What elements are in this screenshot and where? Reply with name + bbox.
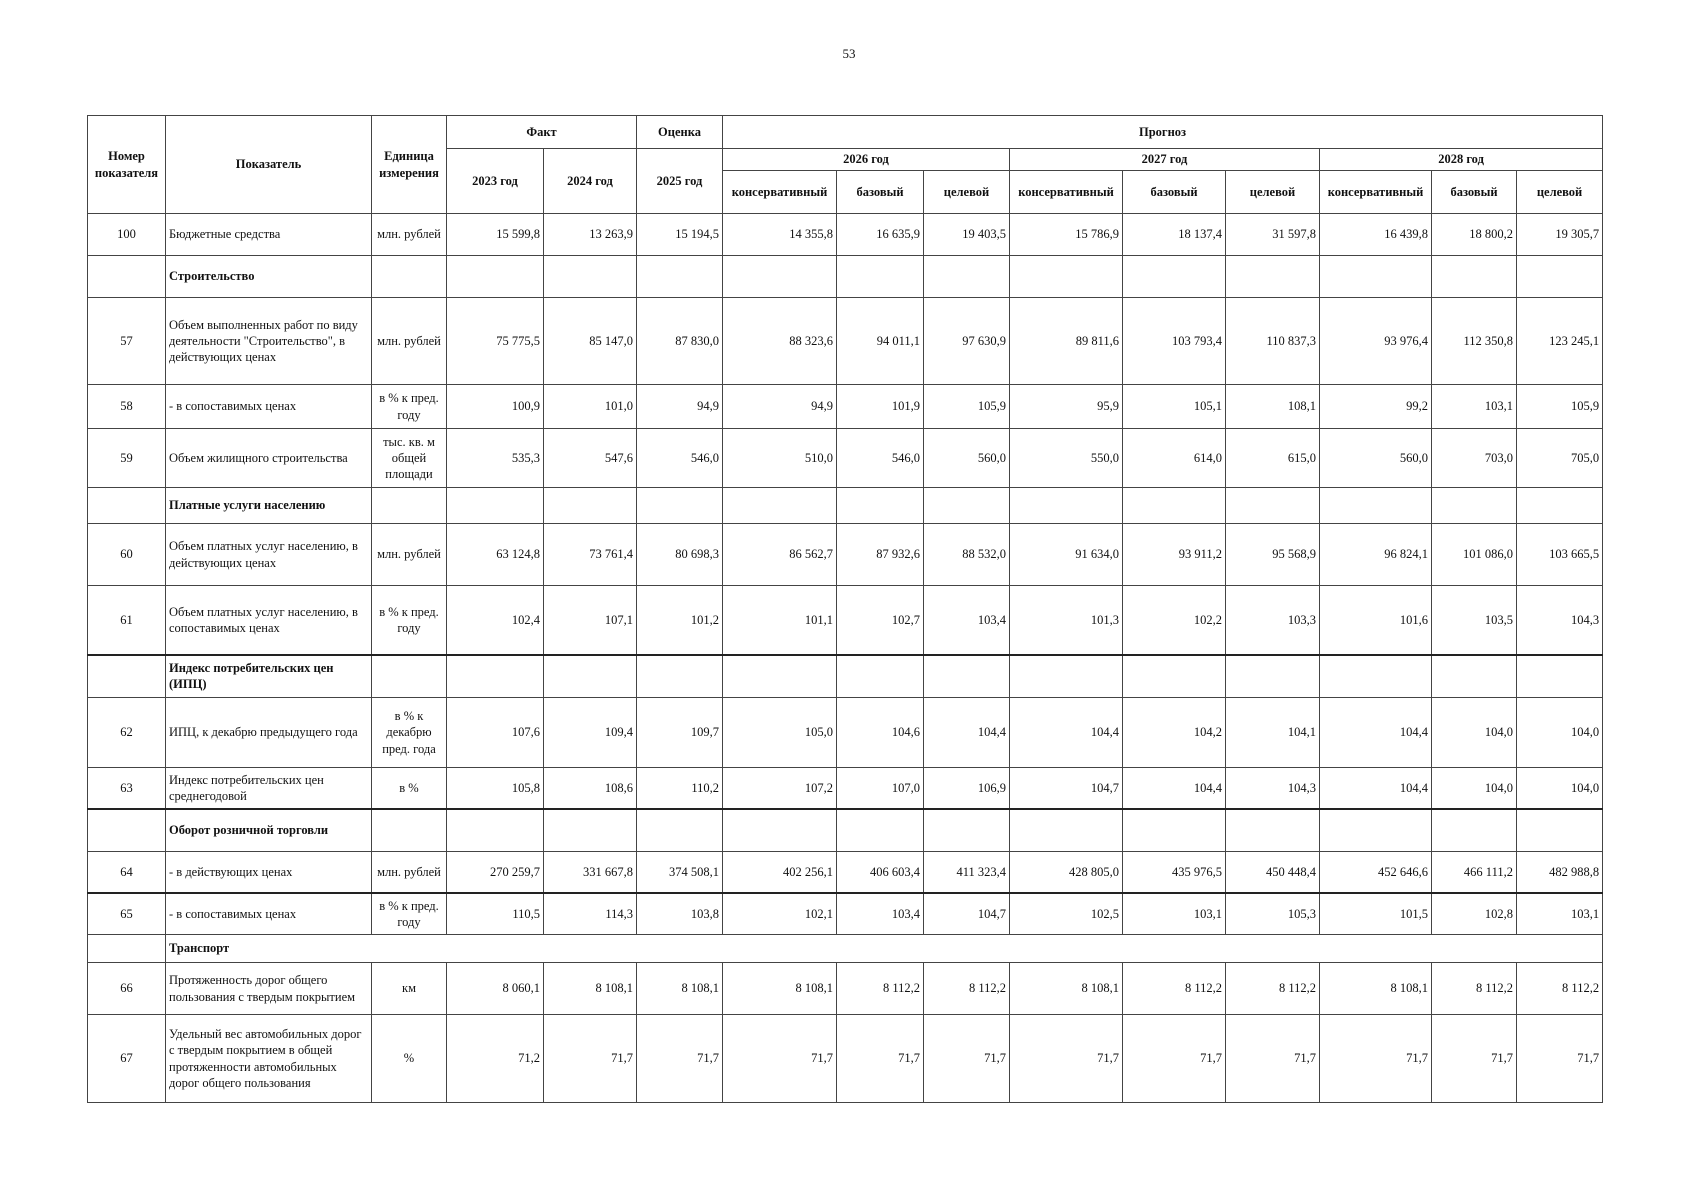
- empty-cell: [1517, 488, 1603, 524]
- row-value: 101,9: [837, 385, 924, 429]
- row-value: 97 630,9: [924, 298, 1010, 385]
- row-value: 103,5: [1432, 586, 1517, 655]
- row-value: 102,7: [837, 586, 924, 655]
- row-value: 71,7: [1432, 1015, 1517, 1103]
- row-value: 15 786,9: [1010, 214, 1123, 256]
- row-value: 94,9: [637, 385, 723, 429]
- row-value: 107,0: [837, 768, 924, 809]
- empty-cell: [372, 488, 447, 524]
- variant-base-2027: базовый: [1123, 171, 1226, 214]
- row-value: 8 108,1: [637, 963, 723, 1015]
- row-value: 105,9: [1517, 385, 1603, 429]
- row-value: 104,2: [1123, 698, 1226, 768]
- row-value: 550,0: [1010, 429, 1123, 488]
- row-unit: млн. рублей: [372, 852, 447, 893]
- row-value: 331 667,8: [544, 852, 637, 893]
- empty-cell: [1010, 809, 1123, 852]
- variant-conservative-2028: консервативный: [1320, 171, 1432, 214]
- row-value: 71,2: [447, 1015, 544, 1103]
- variant-target-2028: целевой: [1517, 171, 1603, 214]
- row-value: 103,4: [924, 586, 1010, 655]
- row-value: 71,7: [837, 1015, 924, 1103]
- row-value: 104,4: [924, 698, 1010, 768]
- row-value: 560,0: [924, 429, 1010, 488]
- row-value: 411 323,4: [924, 852, 1010, 893]
- row-value: 103,3: [1226, 586, 1320, 655]
- row-value: 88 532,0: [924, 524, 1010, 586]
- row-value: 482 988,8: [1517, 852, 1603, 893]
- row-value: 428 805,0: [1010, 852, 1123, 893]
- row-value: 106,9: [924, 768, 1010, 809]
- row-value: 547,6: [544, 429, 637, 488]
- empty-cell: [837, 256, 924, 298]
- empty-cell: [88, 256, 166, 298]
- row-value: 8 060,1: [447, 963, 544, 1015]
- row-value: 103,1: [1517, 893, 1603, 935]
- row-indicator: Бюджетные средства: [166, 214, 372, 256]
- row-number: 57: [88, 298, 166, 385]
- row-value: 18 800,2: [1432, 214, 1517, 256]
- row-value: 71,7: [637, 1015, 723, 1103]
- row-value: 435 976,5: [1123, 852, 1226, 893]
- row-value: 8 112,2: [1517, 963, 1603, 1015]
- empty-cell: [88, 935, 166, 963]
- row-number: 58: [88, 385, 166, 429]
- row-value: 104,0: [1432, 768, 1517, 809]
- table-row: [88, 893, 1603, 935]
- row-number: 65: [88, 893, 166, 935]
- row-value: 103 665,5: [1517, 524, 1603, 586]
- row-unit: км: [372, 963, 447, 1015]
- empty-cell: [447, 809, 544, 852]
- row-value: 8 108,1: [544, 963, 637, 1015]
- row-value: 71,7: [1320, 1015, 1432, 1103]
- col-unit-header: Единица измерения: [372, 116, 447, 214]
- row-value: 71,7: [1226, 1015, 1320, 1103]
- row-value: 73 761,4: [544, 524, 637, 586]
- empty-cell: [837, 655, 924, 698]
- row-value: 107,2: [723, 768, 837, 809]
- empty-cell: [1320, 256, 1432, 298]
- row-indicator: - в сопоставимых ценах: [166, 385, 372, 429]
- table-row: [88, 298, 1603, 385]
- section-row: [88, 809, 1603, 852]
- row-value: 14 355,8: [723, 214, 837, 256]
- row-value: 705,0: [1517, 429, 1603, 488]
- empty-cell: [723, 256, 837, 298]
- row-number: 67: [88, 1015, 166, 1103]
- row-value: 101,1: [723, 586, 837, 655]
- empty-cell: [544, 809, 637, 852]
- empty-cell: [723, 655, 837, 698]
- row-value: 104,4: [1320, 698, 1432, 768]
- row-value: 104,4: [1010, 698, 1123, 768]
- row-value: 105,3: [1226, 893, 1320, 935]
- row-value: 8 112,2: [924, 963, 1010, 1015]
- row-value: 103,4: [837, 893, 924, 935]
- empty-cell: [372, 256, 447, 298]
- row-value: 102,1: [723, 893, 837, 935]
- empty-cell: [1123, 488, 1226, 524]
- empty-cell: [924, 655, 1010, 698]
- empty-cell: [544, 256, 637, 298]
- row-value: 75 775,5: [447, 298, 544, 385]
- table-row: [88, 385, 1603, 429]
- table-row: [88, 852, 1603, 893]
- variant-target-2026: целевой: [924, 171, 1010, 214]
- year-2023-header: 2023 год: [447, 149, 544, 214]
- row-value: 101 086,0: [1432, 524, 1517, 586]
- row-indicator: Протяженность дорог общего пользования с твердым покрытием: [166, 963, 372, 1015]
- section-title: Индекс потребительских цен (ИПЦ): [166, 655, 372, 698]
- section-row: [88, 488, 1603, 524]
- row-value: 95,9: [1010, 385, 1123, 429]
- row-number: 64: [88, 852, 166, 893]
- row-value: 19 403,5: [924, 214, 1010, 256]
- row-value: 103,8: [637, 893, 723, 935]
- empty-cell: [637, 488, 723, 524]
- row-value: 546,0: [637, 429, 723, 488]
- row-value: 71,7: [924, 1015, 1010, 1103]
- row-value: 510,0: [723, 429, 837, 488]
- row-value: 99,2: [1320, 385, 1432, 429]
- empty-cell: [372, 655, 447, 698]
- table-row: [88, 963, 1603, 1015]
- row-value: 406 603,4: [837, 852, 924, 893]
- row-value: 13 263,9: [544, 214, 637, 256]
- empty-cell: [637, 655, 723, 698]
- row-value: 85 147,0: [544, 298, 637, 385]
- row-value: 466 111,2: [1432, 852, 1517, 893]
- row-unit: тыс. кв. м общей площади: [372, 429, 447, 488]
- row-indicator: Объем жилищного строительства: [166, 429, 372, 488]
- table-row: [88, 586, 1603, 655]
- row-number: 66: [88, 963, 166, 1015]
- row-number: 59: [88, 429, 166, 488]
- group-estimate-header: Оценка: [637, 116, 723, 149]
- row-value: 8 112,2: [1123, 963, 1226, 1015]
- row-value: 105,8: [447, 768, 544, 809]
- year-2028-header: 2028 год: [1320, 149, 1603, 171]
- row-value: 101,3: [1010, 586, 1123, 655]
- section-row: [88, 935, 1603, 963]
- empty-cell: [1226, 655, 1320, 698]
- row-value: 105,1: [1123, 385, 1226, 429]
- row-value: 104,0: [1517, 768, 1603, 809]
- row-indicator: Объем платных услуг населению, в сопоставимых ценах: [166, 586, 372, 655]
- forecast-table: [87, 115, 1603, 1103]
- row-number: 60: [88, 524, 166, 586]
- row-value: 96 824,1: [1320, 524, 1432, 586]
- empty-cell: [1226, 256, 1320, 298]
- row-value: 87 932,6: [837, 524, 924, 586]
- row-indicator: ИПЦ, к декабрю предыдущего года: [166, 698, 372, 768]
- row-value: 615,0: [1226, 429, 1320, 488]
- row-number: 63: [88, 768, 166, 809]
- row-value: 450 448,4: [1226, 852, 1320, 893]
- variant-base-2026: базовый: [837, 171, 924, 214]
- group-forecast-header: Прогноз: [723, 116, 1603, 149]
- row-unit: в % к пред. году: [372, 893, 447, 935]
- row-value: 100,9: [447, 385, 544, 429]
- row-value: 104,3: [1226, 768, 1320, 809]
- row-value: 16 439,8: [1320, 214, 1432, 256]
- empty-cell: [924, 488, 1010, 524]
- empty-cell: [88, 809, 166, 852]
- row-value: 88 323,6: [723, 298, 837, 385]
- section-title: Транспорт: [166, 935, 1603, 963]
- empty-cell: [1010, 256, 1123, 298]
- row-value: 109,4: [544, 698, 637, 768]
- row-value: 112 350,8: [1432, 298, 1517, 385]
- empty-cell: [1010, 488, 1123, 524]
- empty-cell: [447, 256, 544, 298]
- empty-cell: [1226, 809, 1320, 852]
- row-value: 15 599,8: [447, 214, 544, 256]
- row-unit: млн. рублей: [372, 298, 447, 385]
- row-value: 703,0: [1432, 429, 1517, 488]
- row-value: 87 830,0: [637, 298, 723, 385]
- row-value: 101,6: [1320, 586, 1432, 655]
- row-value: 104,4: [1123, 768, 1226, 809]
- row-indicator: - в действующих ценах: [166, 852, 372, 893]
- row-unit: в % к пред. году: [372, 586, 447, 655]
- row-unit: в % к декабрю пред. года: [372, 698, 447, 768]
- section-title: Строительство: [166, 256, 372, 298]
- empty-cell: [1123, 809, 1226, 852]
- table-row: [88, 214, 1603, 256]
- row-value: 374 508,1: [637, 852, 723, 893]
- row-value: 63 124,8: [447, 524, 544, 586]
- table-row: [88, 429, 1603, 488]
- empty-cell: [723, 488, 837, 524]
- row-value: 71,7: [1517, 1015, 1603, 1103]
- row-value: 560,0: [1320, 429, 1432, 488]
- year-2027-header: 2027 год: [1010, 149, 1320, 171]
- row-value: 91 634,0: [1010, 524, 1123, 586]
- empty-cell: [837, 809, 924, 852]
- row-value: 93 911,2: [1123, 524, 1226, 586]
- row-value: 452 646,6: [1320, 852, 1432, 893]
- empty-cell: [924, 256, 1010, 298]
- empty-cell: [924, 809, 1010, 852]
- row-value: 102,2: [1123, 586, 1226, 655]
- empty-cell: [1432, 488, 1517, 524]
- row-value: 15 194,5: [637, 214, 723, 256]
- row-value: 93 976,4: [1320, 298, 1432, 385]
- year-2026-header: 2026 год: [723, 149, 1010, 171]
- table-row: [88, 698, 1603, 768]
- row-value: 102,5: [1010, 893, 1123, 935]
- empty-cell: [637, 809, 723, 852]
- empty-cell: [723, 809, 837, 852]
- empty-cell: [1320, 655, 1432, 698]
- row-value: 535,3: [447, 429, 544, 488]
- row-unit: в %: [372, 768, 447, 809]
- row-value: 104,0: [1432, 698, 1517, 768]
- row-value: 101,0: [544, 385, 637, 429]
- row-number: 61: [88, 586, 166, 655]
- empty-cell: [1432, 256, 1517, 298]
- row-value: 123 245,1: [1517, 298, 1603, 385]
- row-value: 546,0: [837, 429, 924, 488]
- row-value: 103,1: [1123, 893, 1226, 935]
- row-value: 31 597,8: [1226, 214, 1320, 256]
- row-value: 102,4: [447, 586, 544, 655]
- row-value: 19 305,7: [1517, 214, 1603, 256]
- row-unit: млн. рублей: [372, 214, 447, 256]
- row-value: 109,7: [637, 698, 723, 768]
- row-value: 110,5: [447, 893, 544, 935]
- row-value: 107,1: [544, 586, 637, 655]
- table-row: [88, 768, 1603, 809]
- row-value: 107,6: [447, 698, 544, 768]
- row-value: 105,9: [924, 385, 1010, 429]
- row-value: 104,6: [837, 698, 924, 768]
- row-value: 110,2: [637, 768, 723, 809]
- row-value: 104,7: [924, 893, 1010, 935]
- col-number-header: Номер показателя: [88, 116, 166, 214]
- row-unit: %: [372, 1015, 447, 1103]
- variant-base-2028: базовый: [1432, 171, 1517, 214]
- empty-cell: [1123, 655, 1226, 698]
- variant-conservative-2026: консервативный: [723, 171, 837, 214]
- empty-cell: [1010, 655, 1123, 698]
- row-value: 80 698,3: [637, 524, 723, 586]
- row-value: 102,8: [1432, 893, 1517, 935]
- row-value: 8 112,2: [1226, 963, 1320, 1015]
- row-value: 103 793,4: [1123, 298, 1226, 385]
- row-indicator: Удельный вес автомобильных дорог с твердым покрытием в общей протяженности автомобильных дорог общего пользования: [166, 1015, 372, 1103]
- empty-cell: [1517, 809, 1603, 852]
- row-value: 8 108,1: [723, 963, 837, 1015]
- empty-cell: [637, 256, 723, 298]
- row-value: 104,1: [1226, 698, 1320, 768]
- row-value: 614,0: [1123, 429, 1226, 488]
- row-value: 18 137,4: [1123, 214, 1226, 256]
- section-title: Платные услуги населению: [166, 488, 372, 524]
- row-value: 108,6: [544, 768, 637, 809]
- row-indicator: Объем платных услуг населению, в действующих ценах: [166, 524, 372, 586]
- table-row: [88, 524, 1603, 586]
- row-value: 86 562,7: [723, 524, 837, 586]
- empty-cell: [544, 655, 637, 698]
- empty-cell: [1320, 809, 1432, 852]
- row-value: 8 108,1: [1010, 963, 1123, 1015]
- row-value: 114,3: [544, 893, 637, 935]
- variant-conservative-2027: консервативный: [1010, 171, 1123, 214]
- empty-cell: [88, 488, 166, 524]
- empty-cell: [447, 655, 544, 698]
- row-value: 8 108,1: [1320, 963, 1432, 1015]
- variant-target-2027: целевой: [1226, 171, 1320, 214]
- table-body: [88, 214, 1603, 1103]
- empty-cell: [1517, 256, 1603, 298]
- row-unit: в % к пред. году: [372, 385, 447, 429]
- section-title: Оборот розничной торговли: [166, 809, 372, 852]
- empty-cell: [1123, 256, 1226, 298]
- year-2025-header: 2025 год: [637, 149, 723, 214]
- empty-cell: [88, 655, 166, 698]
- table-header: [88, 116, 1603, 214]
- row-indicator: Индекс потребительских цен среднегодовой: [166, 768, 372, 809]
- row-value: 94 011,1: [837, 298, 924, 385]
- row-value: 101,5: [1320, 893, 1432, 935]
- row-unit: млн. рублей: [372, 524, 447, 586]
- row-value: 270 259,7: [447, 852, 544, 893]
- row-value: 16 635,9: [837, 214, 924, 256]
- row-value: 71,7: [544, 1015, 637, 1103]
- row-value: 71,7: [723, 1015, 837, 1103]
- row-value: 103,1: [1432, 385, 1517, 429]
- empty-cell: [1320, 488, 1432, 524]
- row-value: 71,7: [1010, 1015, 1123, 1103]
- empty-cell: [544, 488, 637, 524]
- row-value: 110 837,3: [1226, 298, 1320, 385]
- row-indicator: Объем выполненных работ по виду деятельности "Строительство", в действующих ценах: [166, 298, 372, 385]
- group-fact-header: Факт: [447, 116, 637, 149]
- section-row: [88, 655, 1603, 698]
- empty-cell: [1517, 655, 1603, 698]
- row-value: 101,2: [637, 586, 723, 655]
- empty-cell: [1226, 488, 1320, 524]
- table-row: [88, 1015, 1603, 1103]
- section-row: [88, 256, 1603, 298]
- row-number: 62: [88, 698, 166, 768]
- row-value: 402 256,1: [723, 852, 837, 893]
- row-value: 89 811,6: [1010, 298, 1123, 385]
- year-2024-header: 2024 год: [544, 149, 637, 214]
- empty-cell: [837, 488, 924, 524]
- row-value: 104,3: [1517, 586, 1603, 655]
- row-value: 104,7: [1010, 768, 1123, 809]
- page-number: 53: [842, 46, 856, 61]
- row-value: 95 568,9: [1226, 524, 1320, 586]
- row-value: 104,0: [1517, 698, 1603, 768]
- empty-cell: [1432, 655, 1517, 698]
- row-indicator: - в сопоставимых ценах: [166, 893, 372, 935]
- row-value: 94,9: [723, 385, 837, 429]
- row-value: 105,0: [723, 698, 837, 768]
- row-value: 108,1: [1226, 385, 1320, 429]
- col-indicator-header: Показатель: [166, 116, 372, 214]
- row-value: 104,4: [1320, 768, 1432, 809]
- row-value: 8 112,2: [837, 963, 924, 1015]
- row-value: 8 112,2: [1432, 963, 1517, 1015]
- empty-cell: [447, 488, 544, 524]
- empty-cell: [372, 809, 447, 852]
- row-number: 100: [88, 214, 166, 256]
- row-value: 71,7: [1123, 1015, 1226, 1103]
- empty-cell: [1432, 809, 1517, 852]
